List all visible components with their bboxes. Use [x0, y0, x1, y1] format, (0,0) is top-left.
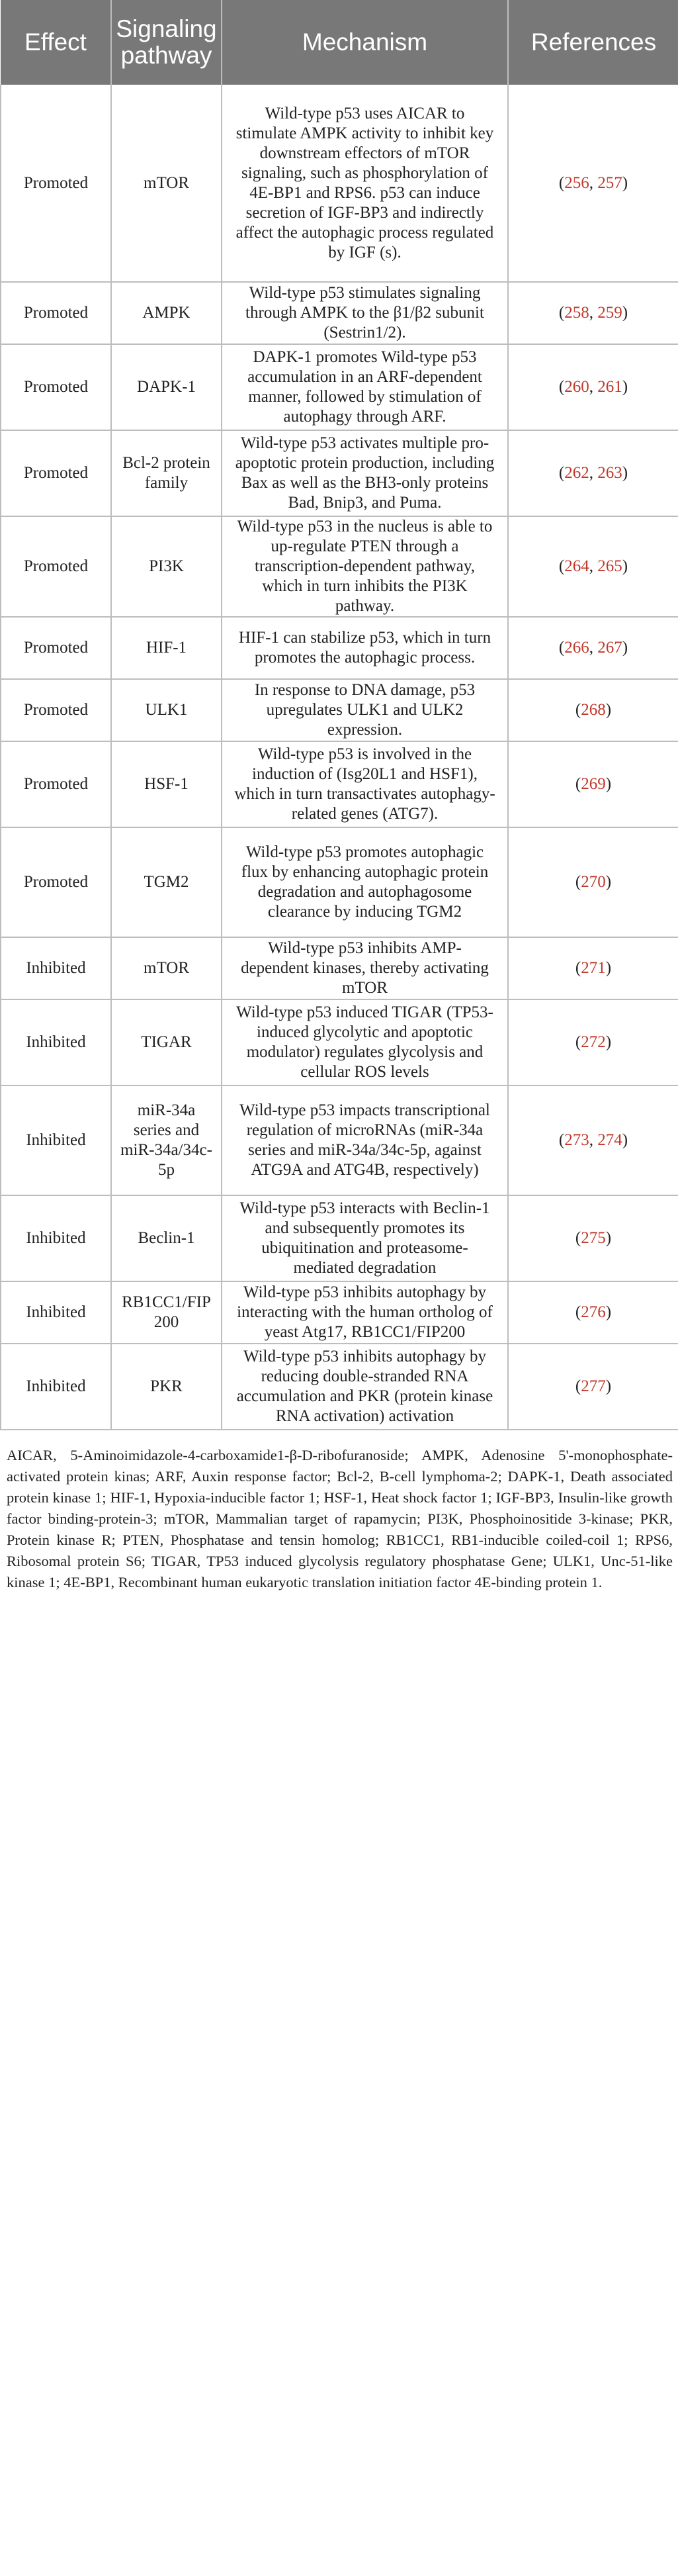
cell-mechanism: Wild-type p53 induced TIGAR (TP53-induced glycolytic and apoptotic modulator) regulates glycolysis and cellular ROS levels	[222, 999, 508, 1085]
cell-signaling-pathway: Bcl-2 protein family	[111, 430, 222, 516]
cell-signaling-pathway: TGM2	[111, 827, 222, 937]
reference-link[interactable]: 264	[564, 557, 589, 575]
cell-mechanism: Wild-type p53 interacts with Beclin-1 and subsequently promotes its ubiquitination and proteasome-mediated degradation	[222, 1195, 508, 1281]
cell-mechanism: Wild-type p53 promotes autophagic flux by enhancing autophagic protein degradation and autophagosome clearance by inducing TGM2	[222, 827, 508, 937]
table-row	[1, 1344, 678, 1430]
cell-effect: Inhibited	[1, 1085, 111, 1195]
cell-references: (272)	[508, 999, 678, 1085]
cell-references: (256, 257)	[508, 85, 678, 282]
cell-mechanism: Wild-type p53 uses AICAR to stimulate AMPK activity to inhibit key downstream effectors of mTOR signaling, such as phosphorylation of 4E-BP1 and RPS6. p53 can induce secretion of IGF-BP3 and indirectly affect the autophagic process regulated by IGF (s).	[222, 85, 508, 282]
cell-signaling-pathway: AMPK	[111, 282, 222, 344]
cell-signaling-pathway: mTOR	[111, 85, 222, 282]
cell-references: (266, 267)	[508, 617, 678, 679]
header-effect: Effect	[1, 0, 111, 85]
reference-link[interactable]: 260	[564, 378, 589, 396]
cell-mechanism: In response to DNA damage, p53 upregulates ULK1 and ULK2 expression.	[222, 679, 508, 741]
cell-effect: Promoted	[1, 617, 111, 679]
cell-effect: Promoted	[1, 344, 111, 430]
reference-link[interactable]: 261	[597, 378, 622, 396]
header-row	[1, 0, 678, 85]
table-body	[1, 85, 678, 1430]
cell-mechanism: Wild-type p53 activates multiple pro-apoptotic protein production, including Bax as well as the BH3-only proteins Bad, Bnip3, and Puma.	[222, 430, 508, 516]
reference-link[interactable]: 265	[597, 557, 622, 575]
reference-link[interactable]: 270	[581, 873, 606, 891]
reference-link[interactable]: 273	[564, 1131, 589, 1149]
cell-mechanism: Wild-type p53 stimulates signaling through AMPK to the β1/β2 subunit (Sestrin1/2).	[222, 282, 508, 344]
reference-link[interactable]: 267	[597, 639, 622, 657]
cell-signaling-pathway: Beclin-1	[111, 1195, 222, 1281]
cell-mechanism: Wild-type p53 in the nucleus is able to up-regulate PTEN through a transcription-dependent pathway, which in turn inhibits the PI3K pathway.	[222, 516, 508, 617]
cell-signaling-pathway: DAPK-1	[111, 344, 222, 430]
table-row	[1, 999, 678, 1085]
table-row	[1, 1195, 678, 1281]
cell-references: (270)	[508, 827, 678, 937]
cell-mechanism: Wild-type p53 inhibits autophagy by interacting with the human ortholog of yeast Atg17, RB1CC1/FIP200	[222, 1281, 508, 1344]
cell-mechanism: Wild-type p53 inhibits AMP-dependent kinases, thereby activating mTOR	[222, 937, 508, 999]
cell-signaling-pathway: TIGAR	[111, 999, 222, 1085]
reference-link[interactable]: 258	[564, 304, 589, 322]
cell-references: (273, 274)	[508, 1085, 678, 1195]
reference-link[interactable]: 266	[564, 639, 589, 657]
cell-mechanism: DAPK-1 promotes Wild-type p53 accumulation in an ARF-dependent manner, followed by stimulation of autophagy through ARF.	[222, 344, 508, 430]
cell-references: (262, 263)	[508, 430, 678, 516]
cell-effect: Inhibited	[1, 1195, 111, 1281]
cell-references: (275)	[508, 1195, 678, 1281]
reference-link[interactable]: 263	[597, 464, 622, 482]
cell-signaling-pathway: RB1CC1/FIP200	[111, 1281, 222, 1344]
cell-mechanism: Wild-type p53 is involved in the induction of (Isg20L1 and HSF1), which in turn transactivates autophagy-related genes (ATG7).	[222, 741, 508, 827]
cell-effect: Inhibited	[1, 1344, 111, 1430]
reference-link[interactable]: 274	[597, 1131, 622, 1149]
header-references: References	[508, 0, 678, 85]
cell-references: (264, 265)	[508, 516, 678, 617]
cell-mechanism: Wild-type p53 inhibits autophagy by reducing double-stranded RNA accumulation and PKR (protein kinase RNA activation) activation	[222, 1344, 508, 1430]
reference-link[interactable]: 269	[581, 775, 606, 793]
cell-mechanism: HIF-1 can stabilize p53, which in turn promotes the autophagic process.	[222, 617, 508, 679]
cell-references: (258, 259)	[508, 282, 678, 344]
cell-signaling-pathway: PI3K	[111, 516, 222, 617]
table-row	[1, 85, 678, 282]
cell-effect: Inhibited	[1, 999, 111, 1085]
reference-link[interactable]: 268	[581, 701, 606, 719]
reference-link[interactable]: 259	[597, 304, 622, 322]
cell-references: (268)	[508, 679, 678, 741]
cell-effect: Promoted	[1, 827, 111, 937]
reference-link[interactable]: 256	[564, 173, 589, 192]
cell-signaling-pathway: mTOR	[111, 937, 222, 999]
header-mechanism: Mechanism	[222, 0, 508, 85]
table-row	[1, 937, 678, 999]
table-row	[1, 617, 678, 679]
table-header	[1, 0, 678, 85]
cell-mechanism: Wild-type p53 impacts transcriptional regulation of microRNAs (miR-34a series and miR-34a/34c-5p, against ATG9A and ATG4B, respectively)	[222, 1085, 508, 1195]
cell-effect: Promoted	[1, 679, 111, 741]
table-row	[1, 1085, 678, 1195]
header-signaling-pathway: Signaling pathway	[111, 0, 222, 85]
table-row	[1, 430, 678, 516]
cell-signaling-pathway: PKR	[111, 1344, 222, 1430]
reference-link[interactable]: 272	[581, 1033, 606, 1051]
cell-effect: Promoted	[1, 85, 111, 282]
cell-signaling-pathway: miR-34a series and miR-34a/34c-5p	[111, 1085, 222, 1195]
reference-link[interactable]: 271	[581, 959, 606, 977]
cell-effect: Promoted	[1, 282, 111, 344]
cell-effect: Promoted	[1, 430, 111, 516]
table-row	[1, 1281, 678, 1344]
cell-references: (276)	[508, 1281, 678, 1344]
cell-effect: Inhibited	[1, 1281, 111, 1344]
reference-link[interactable]: 275	[581, 1229, 606, 1247]
cell-effect: Inhibited	[1, 937, 111, 999]
cell-references: (277)	[508, 1344, 678, 1430]
table-row	[1, 282, 678, 344]
table-row	[1, 516, 678, 617]
table-row	[1, 679, 678, 741]
reference-link[interactable]: 257	[597, 173, 622, 192]
cell-signaling-pathway: ULK1	[111, 679, 222, 741]
reference-link[interactable]: 276	[581, 1303, 606, 1321]
cell-effect: Promoted	[1, 516, 111, 617]
table-footnote: AICAR, 5-Aminoimidazole-4-carboxamide1-β-D-ribofuranoside; AMPK, Adenosine 5'-monophosphate-activated protein kinas; ARF, Auxin response factor; Bcl-2, B-cell lymphoma-2; DAPK-1, Death associated protein kinase 1; HIF-1, Hypoxia-inducible factor 1; HSF-1, Heat shock factor 1; IGF-BP3, Insulin-like growth factor binding-protein-3; mTOR, Mammalian target of rapamycin; PI3K, Phosphoinositide 3-kinase; PKR, Protein kinase R; PTEN, Phosphatase and tensin homolog; RB1CC1, RB1-inducible coiled-coil 1; RPS6, Ribosomal protein S6; TIGAR, TP53 induced glycolysis regulatory phosphatase Gene; ULK1, Unc-51-like kinase 1; 4E-BP1, Recombinant human eukaryotic translation initiation factor 4E-binding protein 1.	[7, 1447, 673, 1590]
cell-effect: Promoted	[1, 741, 111, 827]
reference-link[interactable]: 262	[564, 464, 589, 482]
table-row	[1, 827, 678, 937]
cell-references: (260, 261)	[508, 344, 678, 430]
cell-references: (269)	[508, 741, 678, 827]
table-row	[1, 344, 678, 430]
cell-signaling-pathway: HIF-1	[111, 617, 222, 679]
cell-references: (271)	[508, 937, 678, 999]
table-row	[1, 741, 678, 827]
cell-signaling-pathway: HSF-1	[111, 741, 222, 827]
reference-link[interactable]: 277	[581, 1377, 606, 1395]
